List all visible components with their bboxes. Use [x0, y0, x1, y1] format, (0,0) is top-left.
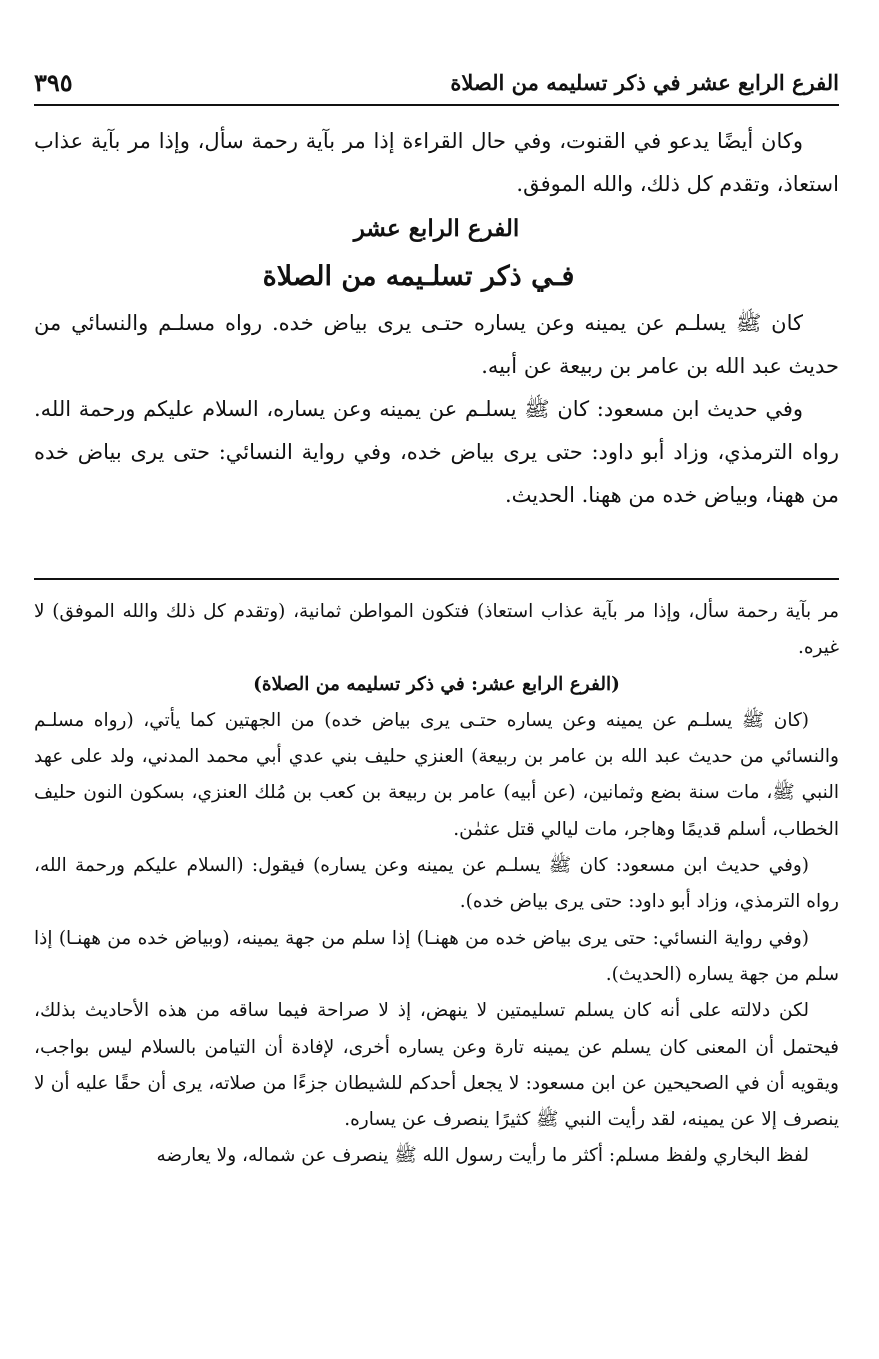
- section-subtitle: فـي ذكر تسلـيمه من الصلاة: [262, 261, 575, 292]
- section-title: الفرع الرابع عشر: [353, 215, 520, 242]
- commentary-heading: (الفرع الرابع عشر: في ذكر تسليمه من الصلاة): [253, 673, 620, 695]
- commentary-paragraph-6: لفظ البخاري ولفظ مسلم: أكثر ما رأيت رسول الله ﷺ ينصرف عن شماله، ولا يعارضه: [156, 1145, 809, 1167]
- main-paragraph-2: كان ﷺ يسلـم عن يمينه وعن يساره حتـى يرى بياض خده. رواه مسلـم والنسائي من حديث عبد الله بن عامر بن ربيعة عن أبيه.: [34, 311, 839, 378]
- running-header: [34, 60, 839, 106]
- main-paragraph-3: وفي حديث ابن مسعود: كان ﷺ يسلـم عن يمينه وعن يساره، السلام عليكم ورحمة الله. رواه الترمذي، وزاد أبو داود: حتى يرى بياض خده، وفي رواية النسائي: حتى يرى بياض خده من ههنا، وبياض خده من ههنا. الحديث.: [34, 397, 839, 507]
- commentary-paragraph-3: (وفي حديث ابن مسعود: كان ﷺ يسلـم عن يمينه وعن يساره) فيقول: (السلام عليكم ورحمة الله، رواه الترمذي، وزاد أبو داود: حتى يرى بياض خده).: [34, 855, 839, 913]
- footnote-divider: [34, 578, 839, 580]
- commentary-paragraph-2: (كان ﷺ يسلـم عن يمينه وعن يساره حتـى يرى بياض خده) من الجهتين كما يأتي، (رواه مسلـم والنسائي من حديث عبد الله بن عامر بن ربيعة) العنزي حليف بني عدي أبي محمد المدني، ولد على عهد النبي ﷺ، مات سنة بضع وثمانين، (عن أبيه) عامر بن ربيعة بن كعب بن مُلك العنزي، بسكون النون حليف الخطاب، أسلم قديمًا وهاجر، مات ليالي قتل عثمٰن.: [34, 709, 839, 840]
- commentary-paragraph-5: لكن دلالته على أنه كان يسلم تسليمتين لا ينهض، إذ لا صراحة فيما ساقه من هذه الأحاديث بذلك، فيحتمل أن المعنى كان يسلم عن يمينه تارة وعن يساره أخرى، لإفادة أن التيامن بالسلام ليس بواجب، ويقويه أن في الصحيحين عن ابن مسعود: لا يجعل أحدكم للشيطان جزءًا من صلاته، يرى أن حقًا عليه أن لا ينصرف إلا عن يمينه، لقد رأيت النبي ﷺ كثيرًا ينصرف عن يساره.: [34, 1000, 839, 1131]
- commentary-paragraph-1: مر بآية رحمة سأل، وإذا مر بآية عذاب استعاذ) فتكون المواطن ثمانية، (وتقدم كل ذلك والله الموفق) لا غيره.: [34, 601, 839, 659]
- main-text: [34, 120, 839, 517]
- header-title: الفرع الرابع عشر في ذكر تسليمه من الصلاة: [450, 69, 839, 95]
- commentary-text: [34, 594, 839, 1175]
- page-number: ٣٩٥: [34, 67, 73, 97]
- commentary-paragraph-4: (وفي رواية النسائي: حتى يرى بياض خده من ههنـا) إذا سلم من جهة يمينه، (وبياض خده من ههنـا) إذا سلم من جهة يساره (الحديث).: [34, 927, 839, 985]
- main-paragraph-1: وكان أيضًا يدعو في القنوت، وفي حال القراءة إذا مر بآية رحمة سأل، وإذا مر بآية عذاب استعاذ، وتقدم كل ذلك، والله الموفق.: [34, 129, 839, 196]
